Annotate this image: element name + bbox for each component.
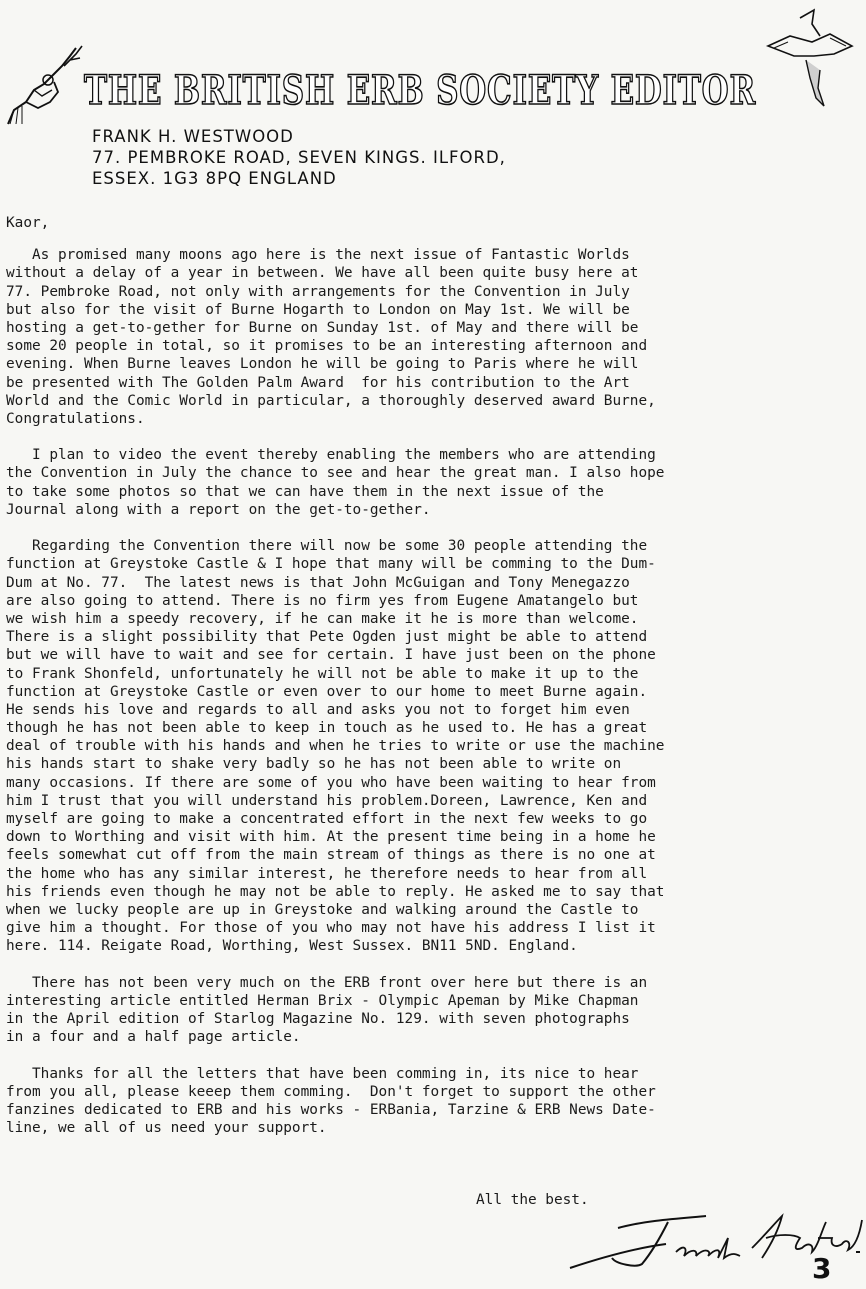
text-line: fanzines dedicated to ERB and his works - ERBania, Tarzine & ERB News Date- [6, 1102, 656, 1118]
text-line: function at Greystoke Castle or even over to our home to meet Burne again. [6, 683, 648, 700]
text-line: Journal along with a report on the get-to-gether. [6, 501, 431, 518]
text-line: Regarding the Convention there will now be some 30 people attending the [6, 538, 648, 555]
letter-body [6, 214, 862, 1156]
text-line: hosting a get-to-gether for Burne on Sunday 1st. of May and there will be [6, 319, 639, 336]
text-line: some 20 people in total, so it promises to be an interesting afternoon and [6, 338, 648, 355]
text-line: many occasions. If there are some of you who have been waiting to hear from [6, 774, 656, 791]
text-line: him I trust that you will understand his problem.Doreen, Lawrence, Ken and [6, 792, 648, 809]
text-line: World and the Comic World in particular, a thoroughly deserved award Burne, [6, 392, 656, 409]
text-line: in a four and a half page article. [6, 1029, 301, 1046]
text-line: to take some photos so that we can have them in the next issue of the [6, 483, 604, 500]
closing: All the best. [476, 1192, 589, 1208]
editor-address [92, 126, 506, 189]
text-line: when we lucky people are up in Greystoke and walking around the Castle to [6, 901, 639, 918]
text-line: from you all, please keeep them comming. Don't forget to support the other [6, 1083, 656, 1100]
text-line: Congratulations. [6, 410, 145, 427]
text-line: but also for the visit of Burne Hogarth to London on May 1st. We will be [6, 301, 630, 318]
address-line-country: ESSEX. 1G3 8PQ ENGLAND [92, 169, 337, 188]
text-line: line, we all of us need your support. [6, 1120, 327, 1137]
paragraph-video [6, 446, 862, 519]
text-line: be presented with The Golden Palm Award for his contribution to the Art [6, 374, 630, 391]
text-line: to Frank Shonfeld, unfortunately he will not be able to make it up to the [6, 665, 639, 682]
text-line: As promised many moons ago here is the next issue of Fantastic Worlds [6, 247, 630, 264]
text-line: we wish him a speedy recovery, if he can make it he is more than welcome. [6, 610, 639, 627]
text-line: 77. Pembroke Road, not only with arrangements for the Convention in July [6, 283, 630, 300]
text-line: his friends even though he may not be able to reply. He asked me to say that [6, 883, 665, 900]
text-line: Dum at No. 77. The latest news is that John McGuigan and Tony Menegazzo [6, 574, 630, 591]
text-line: the home who has any similar interest, he therefore needs to hear from all [6, 865, 648, 882]
address-line-street: 77. PEMBROKE ROAD, SEVEN KINGS. ILFORD, [92, 148, 506, 167]
text-line: evening. When Burne leaves London he will be going to Paris where he will [6, 356, 639, 373]
page-number: 3 [812, 1252, 832, 1285]
text-line: There has not been very much on the ERB front over here but there is an [6, 974, 648, 991]
text-line: down to Worthing and visit with him. At the present time being in a home he [6, 829, 656, 846]
text-line: in the April edition of Starlog Magazine No. 129. with seven photographs [6, 1011, 630, 1028]
winged-creature-illustration [760, 6, 860, 116]
text-line: his hands start to shake very badly so he has not been able to write on [6, 756, 622, 773]
text-line: Thanks for all the letters that have been comming in, its nice to hear [6, 1065, 639, 1082]
text-line: function at Greystoke Castle & I hope that many will be comming to the Dum- [6, 556, 656, 573]
fantasy-warrior-illustration [4, 44, 84, 126]
masthead-title-text: THE BRITISH ERB SOCIETY EDITOR [84, 67, 756, 114]
text-line: There is a slight possibility that Pete Ogden just might be able to attend [6, 629, 648, 646]
text-line: but we will have to wait and see for certain. I have just been on the phone [6, 647, 656, 664]
paragraph-intro [6, 246, 862, 428]
text-line: without a delay of a year in between. We have all been quite busy here at [6, 265, 639, 282]
paragraph-thanks [6, 1065, 862, 1138]
text-line: give him a thought. For those of you who may not have his address I list it [6, 920, 656, 937]
paragraph-convention [6, 537, 862, 955]
text-line: interesting article entitled Herman Brix - Olympic Apeman by Mike Chapman [6, 992, 639, 1009]
text-line: deal of trouble with his hands and when he tries to write or use the machine [6, 738, 665, 755]
text-line: the Convention in July the chance to see and hear the great man. I also hope [6, 465, 665, 482]
text-line: He sends his love and regards to all and asks you not to forget him even [6, 701, 630, 718]
text-line: feels somewhat cut off from the main stream of things as there is no one at [6, 847, 656, 864]
address-line-name: FRANK H. WESTWOOD [92, 127, 294, 146]
text-line: I plan to video the event thereby enabling the members who are attending [6, 447, 656, 464]
text-line: though he has not been able to keep in touch as he used to. He has a great [6, 720, 648, 737]
text-line: myself are going to make a concentrated effort in the next few weeks to go [6, 811, 648, 827]
paragraph-erb-front [6, 974, 862, 1047]
text-line: here. 114. Reigate Road, Worthing, West Sussex. BN11 5ND. England. [6, 938, 578, 955]
text-line: are also going to attend. There is no firm yes from Eugene Amatangelo but [6, 592, 639, 609]
masthead [0, 0, 864, 195]
masthead-title [82, 52, 762, 122]
salutation: Kaor, [6, 215, 50, 231]
